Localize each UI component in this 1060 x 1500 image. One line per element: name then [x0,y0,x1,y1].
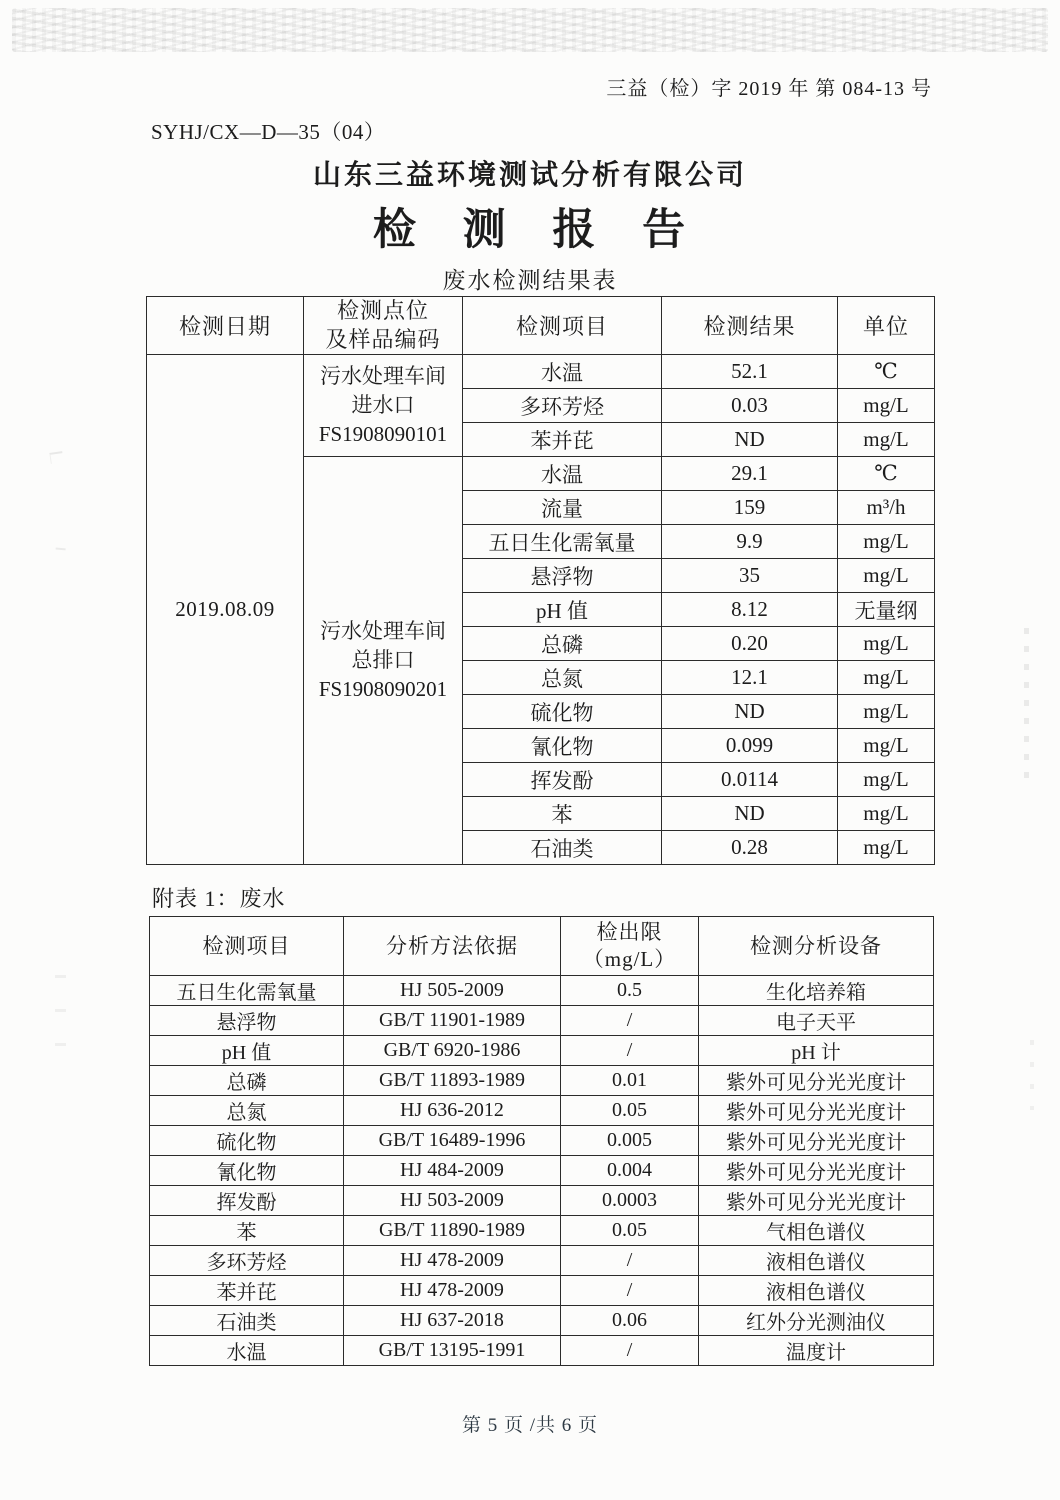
unit-cell: mg/L [838,797,935,831]
method-cell: GB/T 11890-1989 [344,1216,561,1246]
col-header-detection-limit-line2: （mg/L） [582,947,677,971]
sampling-point-line: 污水处理车间 [320,363,446,388]
item-cell: 多环芳烃 [463,389,662,423]
method-row [150,1066,934,1096]
result-cell: 29.1 [662,457,838,491]
unit-cell: mg/L [838,763,935,797]
device-cell: 电子天平 [699,1006,934,1036]
item-cell: 总磷 [150,1066,344,1096]
item-cell: 苯 [463,797,662,831]
col-header-location-line2: 及样品编码 [325,326,441,352]
method-cell: GB/T 6920-1986 [344,1036,561,1066]
sampling-point-cell [304,355,463,457]
result-cell: 0.0114 [662,763,838,797]
device-cell: 液相色谱仪 [699,1276,934,1306]
unit-cell: mg/L [838,559,935,593]
limit-cell: / [561,1006,699,1036]
device-cell: 温度计 [699,1336,934,1366]
appendix-table-label: 附表 1：废水 [152,886,286,911]
sampling-point-line: 污水处理车间 [320,618,446,643]
method-row [150,1216,934,1246]
method-cell: GB/T 11901-1989 [344,1006,561,1036]
limit-cell: 0.05 [561,1096,699,1126]
method-row [150,1186,934,1216]
item-cell: 多环芳烃 [150,1246,344,1276]
unit-cell: mg/L [838,729,935,763]
wastewater-results-table [146,296,935,865]
item-cell: 总氮 [463,661,662,695]
device-cell: 紫外可见分光光度计 [699,1096,934,1126]
scan-artifact [49,451,63,464]
method-cell: GB/T 16489-1996 [344,1126,561,1156]
limit-cell: 0.01 [561,1066,699,1096]
method-row [150,976,934,1006]
item-cell: 苯并芘 [150,1276,344,1306]
col-header-device: 检测分析设备 [699,917,934,976]
method-cell: HJ 637-2018 [344,1306,561,1336]
col-header-detection-limit [561,917,699,976]
item-cell: 硫化物 [463,695,662,729]
col-header-location-line1: 检测点位 [336,298,429,323]
item-cell: 五日生化需氧量 [150,976,344,1006]
method-row [150,1126,934,1156]
item-cell: 水温 [463,457,662,491]
unit-cell: mg/L [838,525,935,559]
item-cell: 石油类 [463,831,662,865]
method-row [150,1096,934,1126]
method-cell: GB/T 11893-1989 [344,1066,561,1096]
method-cell: HJ 478-2009 [344,1246,561,1276]
document-number: 三益（检）字 2019 年 第 084-13 号 [606,78,932,100]
limit-cell: 0.06 [561,1306,699,1336]
item-cell: 挥发酚 [463,763,662,797]
result-cell: 9.9 [662,525,838,559]
method-row [150,1276,934,1306]
method-cell: HJ 484-2009 [344,1156,561,1186]
sampling-point-line: 总排口 [351,647,415,672]
unit-cell: mg/L [838,389,935,423]
method-row [150,1156,934,1186]
scan-artifact [56,540,67,551]
unit-cell: mg/L [838,695,935,729]
item-cell: 总氮 [150,1096,344,1126]
item-cell: pH 值 [150,1036,344,1066]
item-cell: 总磷 [463,627,662,661]
limit-cell: 0.05 [561,1216,699,1246]
scan-artifact [1024,628,1029,778]
limit-cell: 0.5 [561,976,699,1006]
device-cell: pH 计 [699,1036,934,1066]
result-cell: 35 [662,559,838,593]
method-row [150,1036,934,1066]
results-header-row [147,297,935,355]
page-top-bleed-through-band [12,8,1048,52]
scan-artifact [55,975,66,1055]
methods-table-body [150,976,934,1366]
analysis-methods-table [149,916,934,1366]
result-cell: 0.099 [662,729,838,763]
item-cell: 石油类 [150,1306,344,1336]
method-row [150,1306,934,1336]
item-cell: 水温 [150,1336,344,1366]
unit-cell: 无量纲 [838,593,935,627]
company-name: 山东三益环境测试分析有限公司 [312,160,747,191]
method-cell: HJ 478-2009 [344,1276,561,1306]
device-cell: 气相色谱仪 [699,1216,934,1246]
result-cell: 8.12 [662,593,838,627]
unit-cell: mg/L [838,627,935,661]
sample-date-cell: 2019.08.09 [147,355,304,865]
device-cell: 生化培养箱 [699,976,934,1006]
method-row [150,1246,934,1276]
item-cell: 苯并芘 [463,423,662,457]
result-cell: 0.03 [662,389,838,423]
item-cell: 氰化物 [150,1156,344,1186]
result-cell: 0.20 [662,627,838,661]
item-cell: 悬浮物 [150,1006,344,1036]
method-row [150,1006,934,1036]
device-cell: 紫外可见分光光度计 [699,1066,934,1096]
item-cell: 五日生化需氧量 [463,525,662,559]
result-cell: 12.1 [662,661,838,695]
unit-cell: mg/L [838,423,935,457]
device-cell: 紫外可见分光光度计 [699,1126,934,1156]
limit-cell: / [561,1246,699,1276]
col-header-method: 分析方法依据 [344,917,561,976]
method-cell: HJ 636-2012 [344,1096,561,1126]
unit-cell: mg/L [838,831,935,865]
col-header-unit: 单位 [838,297,935,355]
methods-header-row [150,917,934,976]
limit-cell: 0.004 [561,1156,699,1186]
form-code: SYHJ/CX—D—35（04） [151,120,386,144]
item-cell: 苯 [150,1216,344,1246]
col-header-item2: 检测项目 [150,917,344,976]
result-cell: 0.28 [662,831,838,865]
unit-cell: ℃ [838,355,935,389]
limit-cell: / [561,1276,699,1306]
item-cell: 悬浮物 [463,559,662,593]
unit-cell: mg/L [838,661,935,695]
item-cell: pH 值 [463,593,662,627]
method-cell: HJ 505-2009 [344,976,561,1006]
unit-cell: ℃ [838,457,935,491]
results-table-body [147,355,935,865]
sampling-point-line: FS1908090201 [318,677,448,702]
device-cell: 红外分光测油仪 [699,1306,934,1336]
method-cell: GB/T 13195-1991 [344,1336,561,1366]
item-cell: 氰化物 [463,729,662,763]
sampling-point-cell [304,457,463,865]
table-subtitle: 废水检测结果表 [442,268,618,293]
col-header-detection-limit-line1: 检出限 [596,919,663,944]
limit-cell: / [561,1336,699,1366]
col-header-location [304,297,463,355]
item-cell: 挥发酚 [150,1186,344,1216]
col-header-result: 检测结果 [662,297,838,355]
method-row [150,1336,934,1366]
item-cell: 流量 [463,491,662,525]
col-header-date: 检测日期 [147,297,304,355]
unit-cell: m³/h [838,491,935,525]
scan-artifact [1030,1040,1034,1110]
result-cell: 52.1 [662,355,838,389]
page-number: 第 5 页 /共 6 页 [461,1415,599,1436]
sampling-point-line: FS1908090101 [318,422,448,447]
report-title: 检 测 报 告 [372,207,688,254]
sampling-point-line: 进水口 [351,392,415,417]
limit-cell: 0.0003 [561,1186,699,1216]
result-cell: ND [662,695,838,729]
limit-cell: 0.005 [561,1126,699,1156]
device-cell: 紫外可见分光光度计 [699,1186,934,1216]
limit-cell: / [561,1036,699,1066]
col-header-item: 检测项目 [463,297,662,355]
item-cell: 硫化物 [150,1126,344,1156]
item-cell: 水温 [463,355,662,389]
result-cell: ND [662,797,838,831]
device-cell: 液相色谱仪 [699,1246,934,1276]
device-cell: 紫外可见分光光度计 [699,1156,934,1186]
method-cell: HJ 503-2009 [344,1186,561,1216]
result-cell: ND [662,423,838,457]
result-cell: 159 [662,491,838,525]
results-row [147,355,935,389]
